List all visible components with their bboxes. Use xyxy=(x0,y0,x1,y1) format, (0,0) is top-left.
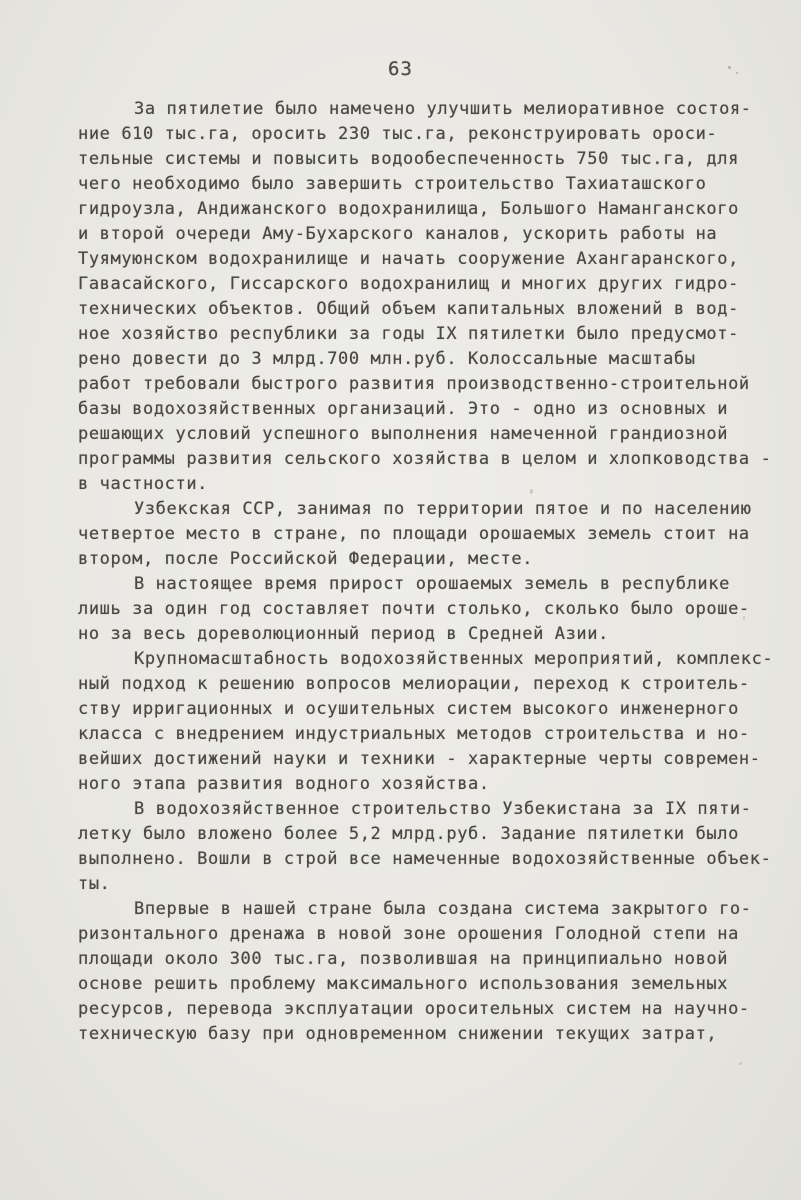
paragraph xyxy=(78,572,772,647)
scan-artifact xyxy=(530,489,533,494)
text-line: Впервые в нашей стране была создана система закрытого го- xyxy=(134,899,752,919)
text-line: летку было вложено более 5,2 млрд.руб. Задание пятилетки было xyxy=(78,824,739,844)
text-line: За пятилетие было намечено улучшить мелиоративное состоя- xyxy=(134,99,752,119)
text-line: вейших достижений науки и техники - характерные черты современ- xyxy=(78,749,761,769)
text-line: площади около 300 тыс.га, позволившая на принципиально новой xyxy=(78,949,729,969)
scan-artifact xyxy=(728,66,731,69)
scan-artifact xyxy=(736,72,738,74)
text-line: ное хозяйство республики за годы IX пятилетки было предусмот- xyxy=(78,324,739,344)
text-line: четвертое место в стране, по площади орошаемых земель стоит на xyxy=(78,524,750,544)
text-line: гидроузла, Андижанского водохранилища, Большого Наманганского xyxy=(78,199,739,219)
text-line: ризонтального дренажа в новой зоне орошения Голодной степи на xyxy=(78,924,739,944)
text-line: и второй очереди Аму-Бухарского каналов, ускорить работы на xyxy=(78,224,718,244)
page-number: 63 xyxy=(388,58,413,80)
text-line: ный подход к решению вопросов мелиорации, переход к строитель- xyxy=(78,674,750,694)
text-line: работ требовали быстрого развития производственно-строительной xyxy=(78,374,750,394)
paragraph xyxy=(78,97,772,497)
text-line: лишь за один год составляет почти столько, сколько было ороше- xyxy=(78,599,750,619)
text-line: втором, после Российской Федерации, месте. xyxy=(78,549,534,569)
text-line: техническую базу при одновременном снижении текущих затрат, xyxy=(78,1024,718,1044)
text-line: Туямуюнском водохранилище и начать сооружение Ахангаранского, xyxy=(78,249,739,269)
text-line: но за весь дореволюционный период в Средней Азии. xyxy=(78,624,609,644)
paragraph xyxy=(78,897,772,1047)
scan-artifact xyxy=(743,616,745,620)
text-line: ству ирригационных и осушительных систем высокого инженерного xyxy=(78,699,739,719)
text-line: решающих условий успешного выполнения намеченной грандиозной xyxy=(78,424,729,444)
text-line: ресурсов, перевода эксплуатации оросительных систем на научно- xyxy=(78,999,750,1019)
text-line: базы водохозяйственных организаций. Это - одно из основных и xyxy=(78,399,729,419)
text-line: чего необходимо было завершить строительство Тахиаташского xyxy=(78,174,707,194)
text-line: В настоящее время прирост орошаемых земель в республике xyxy=(134,574,730,594)
paragraph xyxy=(78,647,772,797)
text-line: технических объектов. Общий объем капитальных вложений в вод- xyxy=(78,299,739,319)
scan-artifact xyxy=(739,1062,742,1065)
text-line: класса с внедрением индустриальных методов строительства и но- xyxy=(78,724,750,744)
text-line: ние 610 тыс.га, оросить 230 тыс.га, реконструировать ороси- xyxy=(78,124,718,144)
text-line: рено довести до 3 млрд.700 млн.руб. Колоссальные масштабы xyxy=(78,349,696,369)
paragraph xyxy=(78,497,772,572)
paragraph xyxy=(78,797,772,897)
text-line: ного этапа развития водного хозяйства. xyxy=(78,774,490,794)
text-line: основе решить проблему максимального использования земельных xyxy=(78,974,729,994)
document-text xyxy=(78,97,772,1047)
text-line: в частности. xyxy=(78,474,209,494)
text-line: Крупномасштабность водохозяйственных мероприятий, комплекс- xyxy=(134,649,774,669)
text-line: тельные системы и повысить водообеспеченность 750 тыс.га, для xyxy=(78,149,739,169)
text-line: Узбекская ССР, занимая по территории пятое и по населению xyxy=(134,499,752,519)
text-line: программы развития сельского хозяйства в целом и хлопководства - xyxy=(78,449,772,469)
text-line: Гавасайского, Гиссарского водохранилищ и многих других гидро- xyxy=(78,274,739,294)
text-line: выполнено. Вошли в строй все намеченные водохозяйственные объек- xyxy=(78,849,772,869)
text-line: ты. xyxy=(78,874,111,894)
text-line: В водохозяйственное строительство Узбекистана за IX пяти- xyxy=(134,799,752,819)
